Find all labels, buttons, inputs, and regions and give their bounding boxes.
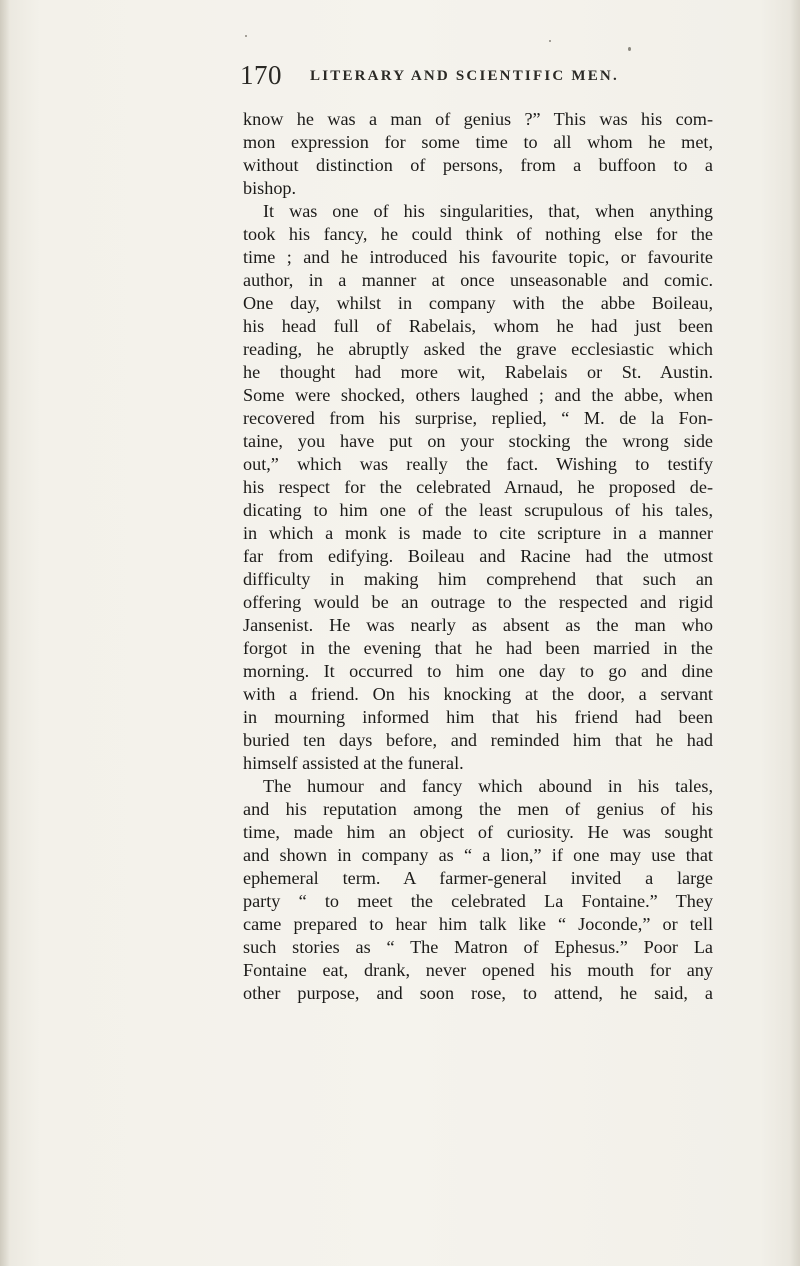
text-line: his head full of Rabelais, whom he had just been (243, 316, 713, 336)
text-line: came prepared to hear him talk like “ Joconde,” or tell (243, 914, 713, 934)
text-line: recovered from his surprise, replied, “ M. de la Fon- (243, 408, 713, 428)
text-line: buried ten days before, and reminded him that he had (243, 730, 713, 750)
text-line: time ; and he introduced his favourite topic, or favourite (243, 247, 713, 267)
text-line: mon expression for some time to all whom he met, (243, 132, 713, 152)
text-line: took his fancy, he could think of nothing else for the (243, 224, 713, 244)
text-line: offering would be an outrage to the respected and rigid (243, 592, 713, 612)
text-line: Fontaine eat, drank, never opened his mouth for any (243, 960, 713, 980)
text-line: in mourning informed him that his friend had been (243, 707, 713, 727)
speck (245, 35, 247, 37)
text-line: Jansenist. He was nearly as absent as the man who (243, 615, 713, 635)
text-line: difficulty in making him comprehend that such an (243, 569, 713, 589)
body-text (243, 108, 713, 1005)
text-line: without distinction of persons, from a buffoon to a (243, 155, 713, 175)
text-line: reading, he abruptly asked the grave ecclesiastic which (243, 339, 713, 359)
running-head: LITERARY AND SCIENTIFIC MEN. (310, 68, 619, 84)
page-right-edge (790, 0, 800, 1266)
text-line: One day, whilst in company with the abbe Boileau, (243, 293, 713, 313)
text-line: he thought had more wit, Rabelais or St. Austin. (243, 362, 713, 382)
text-line: party “ to meet the celebrated La Fontaine.” They (243, 891, 713, 911)
text-line: in which a monk is made to cite scripture in a manner (243, 523, 713, 543)
text-line: and shown in company as “ a lion,” if one may use that (243, 845, 713, 865)
text-line: It was one of his singularities, that, when anything (263, 201, 713, 221)
text-line: taine, you have put on your stocking the wrong side (243, 431, 713, 451)
page-left-edge (0, 0, 10, 1266)
text-line: far from edifying. Boileau and Racine had the utmost (243, 546, 713, 566)
text-line: and his reputation among the men of genius of his (243, 799, 713, 819)
page-number: 170 (240, 60, 282, 90)
text-line: out,” which was really the fact. Wishing to testify (243, 454, 713, 474)
text-line: time, made him an object of curiosity. He was sought (243, 822, 713, 842)
text-line: his respect for the celebrated Arnaud, he proposed de- (243, 477, 713, 497)
text-line: author, in a manner at once unseasonable and comic. (243, 270, 713, 290)
text-line: such stories as “ The Matron of Ephesus.” Poor La (243, 937, 713, 957)
text-line: know he was a man of genius ?” This was his com- (243, 109, 713, 129)
text-line: forgot in the evening that he had been married in the (243, 638, 713, 658)
speck (628, 47, 631, 51)
text-line: bishop. (243, 178, 297, 198)
text-line: morning. It occurred to him one day to go and dine (243, 661, 713, 681)
text-line: ephemeral term. A farmer-general invited a large (243, 868, 713, 888)
text-line: Some were shocked, others laughed ; and the abbe, when (243, 385, 713, 405)
text-line: The humour and fancy which abound in his tales, (263, 776, 713, 796)
speck (549, 40, 551, 42)
text-line: himself assisted at the funeral. (243, 753, 464, 773)
text-line: dicating to him one of the least scrupulous of his tales, (243, 500, 713, 520)
text-line: with a friend. On his knocking at the door, a servant (243, 684, 713, 704)
text-line: other purpose, and soon rose, to attend, he said, a (243, 983, 713, 1003)
